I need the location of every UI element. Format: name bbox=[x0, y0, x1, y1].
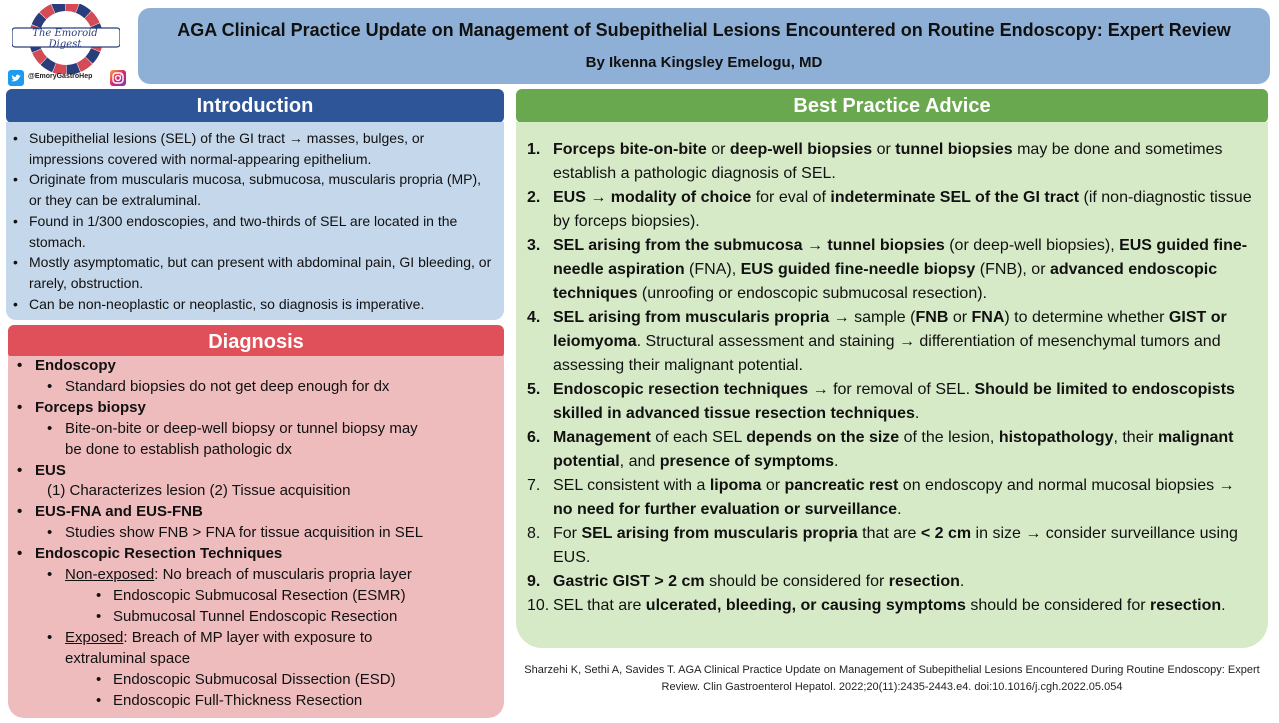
text: of each SEL bbox=[650, 429, 747, 446]
list-item: • Submucosal Tunnel Endoscopic Resection bbox=[96, 607, 398, 625]
bold-text: Should be limited to endoscopists skilled in advanced tissue resection techniques bbox=[553, 381, 1235, 422]
best-practice-item bbox=[516, 594, 1258, 618]
item-number: 8. bbox=[527, 525, 541, 542]
best-practice-list bbox=[516, 138, 1258, 618]
text: , their bbox=[1113, 429, 1158, 446]
text: . bbox=[1221, 597, 1226, 614]
bold-text: deep-well biopsies bbox=[729, 141, 873, 158]
title-bar bbox=[138, 8, 1270, 84]
text: . bbox=[833, 453, 839, 470]
list-item: • Originate from muscularis mucosa, submucosa, muscularis propria (MP), or they can be extraluminal. bbox=[6, 169, 497, 210]
list-item-continued: be done to establish pathologic dx bbox=[65, 440, 292, 458]
bold-text: advanced endoscopic techniques bbox=[553, 261, 1218, 302]
bold-text: indeterminate SEL of the GI tract bbox=[830, 189, 1080, 206]
text: or bbox=[872, 141, 896, 158]
text: . bbox=[897, 501, 902, 518]
diagnosis-list bbox=[8, 356, 423, 711]
best-practice-item bbox=[516, 522, 1258, 570]
text: may be done and sometimes establish a pathologic diagnosis of SEL. bbox=[553, 141, 1223, 182]
text: (FNA), bbox=[684, 261, 741, 278]
list-item: • Bite-on-bite or deep-well biopsy or tunnel biopsy may bbox=[47, 419, 418, 437]
text: (if non-diagnostic tissue by forceps biopsies). bbox=[553, 189, 1252, 230]
text: (FNB), or bbox=[975, 261, 1050, 278]
text: SEL consistent with a bbox=[553, 477, 710, 494]
bold-text: pancreatic rest bbox=[784, 477, 899, 494]
social-row bbox=[6, 68, 130, 86]
emoroid-digest-logo bbox=[6, 4, 126, 86]
text: in size → consider surveillance using EUS. bbox=[553, 525, 1238, 566]
author-line: By Ikenna Kingsley Emelogu, MD bbox=[585, 54, 823, 71]
bold-text: < 2 cm bbox=[920, 525, 972, 542]
bold-text: SEL arising from the submucosa → tunnel biopsies bbox=[553, 237, 945, 254]
list-item: • Found in 1/300 endoscopies, and two-thirds of SEL are located in the stomach. bbox=[6, 211, 497, 252]
bold-text: FNB bbox=[915, 309, 949, 326]
text: or bbox=[761, 477, 785, 494]
list-item: • Endoscopic Full-Thickness Resection bbox=[96, 691, 363, 709]
page-title: AGA Clinical Practice Update on Management of Subepithelial Lesions Encountered on Routine Endoscopy: Expert Review bbox=[177, 20, 1231, 40]
list-item: • EUS-FNA and EUS-FNB bbox=[17, 503, 203, 521]
best-practice-item bbox=[516, 426, 1258, 474]
bold-text: EUS guided fine-needle aspiration bbox=[553, 237, 1248, 278]
list-item: • EUS bbox=[17, 461, 66, 479]
list-item: • Endoscopic Submucosal Resection (ESMR) bbox=[96, 586, 406, 604]
best-practice-item bbox=[516, 138, 1258, 186]
bold-text: Endoscopic resection techniques bbox=[553, 381, 809, 398]
best-practice-item bbox=[516, 186, 1258, 234]
bold-text: → no need for further evaluation or surveillance bbox=[553, 477, 1235, 518]
introduction-heading: Introduction bbox=[6, 89, 504, 123]
best-practice-item bbox=[516, 570, 1258, 594]
text: (or deep-well biopsies), bbox=[944, 237, 1120, 254]
text: for eval of bbox=[751, 189, 831, 206]
text: or bbox=[948, 309, 972, 326]
logo-title: The Emoroid Digest bbox=[32, 28, 98, 50]
bold-text: resection bbox=[888, 573, 960, 590]
best-practice-item bbox=[516, 474, 1258, 522]
bold-text: ulcerated, bleeding, or causing symptoms bbox=[645, 597, 966, 614]
list-item: • Standard biopsies do not get deep enough for dx bbox=[47, 377, 390, 395]
best-practice-heading: Best Practice Advice bbox=[516, 89, 1268, 123]
bold-text: GIST or leiomyoma bbox=[553, 309, 1227, 350]
text: → sample ( bbox=[829, 309, 916, 326]
text: should be considered for bbox=[704, 573, 889, 590]
best-practice-item bbox=[516, 378, 1258, 426]
item-number: 2. bbox=[527, 189, 541, 206]
text: . Structural assessment and staining → differentiation of mesenchymal tumors and assessing their malignant potential. bbox=[553, 333, 1221, 374]
text: , and bbox=[619, 453, 660, 470]
bold-text: SEL arising from muscularis propria bbox=[581, 525, 858, 542]
text: of the lesion, bbox=[899, 429, 999, 446]
social-handle: @EmoryGastroHep bbox=[28, 73, 93, 80]
list-item: • Studies show FNB > FNA for tissue acquisition in SEL bbox=[47, 524, 424, 542]
bold-text: lipoma bbox=[709, 477, 762, 494]
bold-text: Forceps bite-on-bite bbox=[553, 141, 707, 158]
introduction-panel bbox=[6, 122, 504, 320]
item-number: 3. bbox=[527, 237, 541, 254]
bold-text: EUS → modality of choice bbox=[553, 189, 752, 206]
instagram-icon[interactable] bbox=[110, 70, 126, 86]
list-item: • Subepithelial lesions (SEL) of the GI tract → masses, bulges, or impressions covered with normal-appearing epithelium. bbox=[6, 128, 497, 169]
bold-text: EUS guided fine-needle biopsy bbox=[740, 261, 976, 278]
twitter-icon[interactable] bbox=[8, 70, 24, 86]
text: that are bbox=[857, 525, 921, 542]
item-number: 1. bbox=[527, 141, 541, 158]
text: or bbox=[706, 141, 730, 158]
list-item: • Endoscopic Resection Techniques bbox=[17, 545, 283, 563]
bold-text: Management bbox=[553, 429, 651, 446]
item-number: 5. bbox=[527, 381, 541, 398]
text: . bbox=[959, 573, 965, 590]
best-practice-panel bbox=[516, 122, 1268, 648]
bold-text: presence of symptoms bbox=[659, 453, 834, 470]
text: SEL that are bbox=[553, 597, 646, 614]
text: → for removal of SEL. bbox=[808, 381, 975, 398]
introduction-list bbox=[6, 128, 497, 314]
item-number: 6. bbox=[527, 429, 541, 446]
bold-text: malignant potential bbox=[553, 429, 1234, 470]
text: should be considered for bbox=[965, 597, 1150, 614]
list-item-plain: (1) Characterizes lesion (2) Tissue acquisition bbox=[47, 482, 351, 500]
bold-text: Gastric GIST > 2 cm bbox=[553, 573, 705, 590]
item-number: 4. bbox=[527, 309, 541, 326]
list-item: • Endoscopy bbox=[17, 357, 116, 374]
bold-text: resection bbox=[1150, 597, 1222, 614]
bold-text: SEL arising from muscularis propria bbox=[553, 309, 830, 326]
diagnosis-heading: Diagnosis bbox=[8, 325, 504, 359]
item-number: 10. bbox=[527, 597, 550, 614]
text: For bbox=[553, 525, 582, 542]
bold-text: tunnel biopsies bbox=[895, 141, 1013, 158]
item-number: 9. bbox=[527, 573, 541, 590]
list-item: • Can be non-neoplastic or neoplastic, so diagnosis is imperative. bbox=[6, 294, 497, 315]
list-item: • Mostly asymptomatic, but can present with abdominal pain, GI bleeding, or rarely, obstruction. bbox=[6, 252, 497, 293]
diagnosis-panel bbox=[8, 356, 504, 718]
list-item: • Endoscopic Submucosal Dissection (ESD) bbox=[96, 670, 396, 688]
item-number: 7. bbox=[527, 477, 541, 494]
list-item: • Forceps biopsy bbox=[17, 398, 146, 416]
best-practice-item bbox=[516, 306, 1258, 378]
citation: Sharzehi K, Sethi A, Savides T. AGA Clinical Practice Update on Management of Subepithelial Lesions Encountered During Routine Endoscopy: Expert Review. Clin Gastroenterol Hepatol. 2022;20(11):2435-2443.e4. doi:10.1016/j.cgh.2022.05.054 bbox=[524, 664, 1260, 693]
list-item: • Exposed: Breach of MP layer with exposure to bbox=[47, 628, 373, 646]
best-practice-item bbox=[516, 234, 1258, 306]
list-item-continued: extraluminal space bbox=[65, 649, 191, 667]
list-item: • Non-exposed: No breach of muscularis propria layer bbox=[47, 566, 412, 584]
bold-text: FNA bbox=[971, 309, 1005, 326]
text: (unroofing or endoscopic submucosal resection). bbox=[637, 285, 987, 302]
text: ) to determine whether bbox=[1004, 309, 1169, 326]
text: . bbox=[914, 405, 920, 422]
text: on endoscopy and normal mucosal biopsies bbox=[898, 477, 1219, 494]
bold-text: histopathology bbox=[998, 429, 1114, 446]
bold-text: depends on the size bbox=[746, 429, 900, 446]
